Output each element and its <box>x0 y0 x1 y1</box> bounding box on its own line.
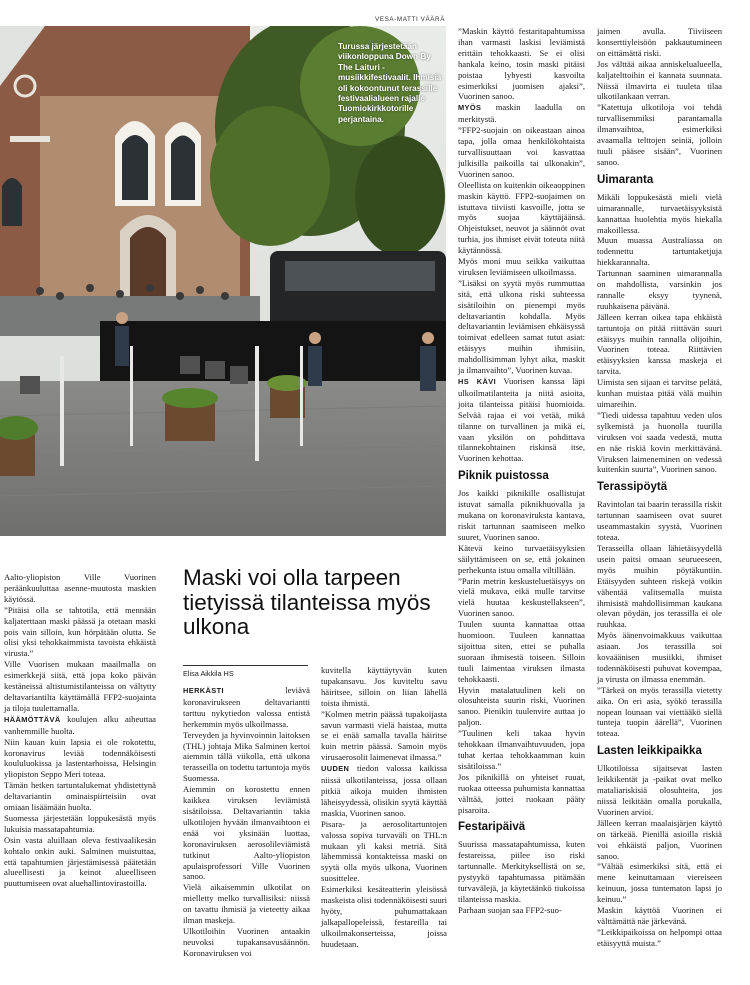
text-column-3 <box>321 665 447 950</box>
paragraph-text: Parhaan suojan saa FFP2-suo- <box>458 904 562 915</box>
body-paragraph <box>4 835 156 890</box>
body-paragraph <box>458 905 585 916</box>
photo-credit: VESA-MATTI VÄÄRÄ <box>374 16 445 23</box>
text-column-5 <box>597 26 722 949</box>
body-paragraph <box>321 884 447 949</box>
body-paragraph <box>183 730 310 785</box>
body-paragraph <box>597 861 722 905</box>
body-paragraph <box>458 180 585 256</box>
paragraph-text: tiedon valossa kaikissa niissä ulkotilanteissa, jossa ollaan pitkiä aikoja muiden ihmisten läheisyydessä, olisikin syytä käyttää maskia, Vuorinen sanoo. <box>321 763 447 818</box>
body-paragraph <box>458 488 585 543</box>
paragraph-text: Jos kaikki piknikille osallistujat istuvat samalla piknikhuovalla ja mukana on koronaviruksta kantava, riskit tartunnan saamiseen melko suuret, Vuorinen sanoo. <box>458 488 585 542</box>
paragraph-text: Ville Vuorisen mukaan maailmalla on esimerkkejä siitä, että jopa koko päivän kestäneissä altistumistilanteissa on vältytty deltavariantilta käyttämällä FFP2-suojainta ja tiloja tuulettamalla. <box>4 659 156 713</box>
paragraph-text: Tartunnan saaminen uimarannalla on mahdollista, varsinkin jos rannalle eksyy tyynenä, ruuhkaisena päivänä. <box>597 268 722 311</box>
article-headline: Maski voi olla tarpeen tietyissä tilanteissa myös ulkona <box>183 565 431 639</box>
paragraph-text: Niin kauan kuin lapsia ei ole rokotettu, koronavirus leviää todennäköisesti koululuokissa ja lastentarhoissa, Helsingin yliopiston Seppo Meri toteaa. <box>4 736 156 780</box>
body-paragraph <box>597 927 722 949</box>
body-paragraph <box>4 737 156 781</box>
body-paragraph <box>597 59 722 103</box>
body-paragraph <box>597 312 722 377</box>
body-paragraph <box>597 905 722 927</box>
body-paragraph <box>321 709 447 764</box>
paragraph-text: Muun muassa Australiassa on todennettu tartuntaketjuja hiekkarannalta. <box>597 235 722 268</box>
body-paragraph <box>458 772 585 816</box>
body-paragraph <box>4 659 156 714</box>
paragraph-text: Uimista sen sijaan ei tarvitse pelätä, kunhan muistaa pitää välä muihin uimareihin. <box>597 377 722 409</box>
paragraph-text: ”Parin metrin keskusteluetäisyys on vielä mukava, eikä mulle tarvitse vielä huutaa keskustellakseen”, Vuorinen sanoo. <box>458 575 585 619</box>
body-paragraph <box>597 630 722 685</box>
body-paragraph <box>597 192 722 236</box>
text-column-4 <box>458 26 585 916</box>
paragraph-text: Kätevä keino turvaetäisyyksien säilyttämiseen on se, että jokainen perhekunta istuu omalla viltillään. <box>458 542 585 575</box>
body-paragraph <box>458 26 585 102</box>
body-paragraph <box>458 685 585 729</box>
body-paragraph <box>597 818 722 862</box>
paragraph-text: Ulkotiloissa sijaitsevat lasten leikkikentät ja -paikat ovat melko mataliariskisiä olosuhteita, jos niissä leikitään omalla porukalla, Vuorinen arvioi. <box>597 763 722 817</box>
body-paragraph <box>597 377 722 410</box>
body-paragraph <box>458 278 585 376</box>
paragraph-text: Mikäli loppukesästä mieli vielä uimarannalle, turvaetäisyyksistä kannattaa huolehtia myös hiekalla makoillessa. <box>597 191 722 235</box>
text-column-2 <box>183 685 310 959</box>
paragraph-text: ”Tärkeä on myös terassilla vietetty aika. On eri asia, syökö terassilla nopean lounaan vai viettääkö siellä tunteja tuopin äärellä”, Vuorinen toteaa. <box>597 684 722 739</box>
paragraph-text: Vuorisen kanssa läpi ulkoilmatilanteita ja niitä asioita, joita tilanteissa pitäisi huomioida. Selvää rajaa ei voi vetää, mikä tilanne on turvallinen ja mikä ei, vaan yksilön on pohdittava tilannekohtainen riskinsä itse, Vuorinen kehottaa. <box>458 376 585 464</box>
body-paragraph <box>183 926 310 959</box>
paragraph-text: ”Tuulinen keli takaa hyvin tehokkaan ilmanvaihtuvuuden, jopa tuhat kertaa tehokkaamman kuin sisätiloissa.” <box>458 728 585 771</box>
paragraph-text: Aiemmin on korostettu ennen kaikkea viruksen leviämistä sisätiloissa. Deltavariantin takia ulkotilojen hyvään ilmanvaihtoon ei enää voi yksinään luottaa, koronaviruksen aerosolileviämistä tutkinut Aalto-yliopiston apulaisprofessori Ville Vuorinen sanoo. <box>183 784 310 882</box>
paragraph-text: ”Leikkipaikoissa on helpompi ottaa etäisyyttä muista.” <box>597 926 722 948</box>
body-paragraph <box>183 882 310 926</box>
paragraph-text: Vielä aikaisemmin ulkotilat on mielletty melko turvallisiksi: niissä on tavattu ihmisiä ja vieteetty aikaa ilman maskeja. <box>183 882 310 926</box>
paragraph-text: ”Kolmen metrin päässä tupakoijasta savun varmasti vielä haistaa, mutta se ei enää samalla tavalla häiritse kuin metrin päässä. Samoin myös virusaerosolit laimenevat ilmassa.” <box>321 708 447 763</box>
body-paragraph <box>458 376 585 464</box>
paragraph-text: Terveyden ja hyvinvoinnin laitoksen (THL) johtaja Mika Salminen kertoi aiemmin tällä viikolla, että ulkona terasseilla on todettu tartuntoja myös Suomessa. <box>183 729 310 784</box>
body-paragraph <box>321 819 447 884</box>
paragraph-lead: HERKÄSTI <box>183 686 224 695</box>
section-heading: Terassipöytä <box>597 481 668 494</box>
body-paragraph <box>597 685 722 740</box>
paragraph-text: leviävä koronavirukseen deltavariantti tarttuu nykytiedon valossa entistä herkemmin myös ulkoilmassa. <box>183 685 310 729</box>
body-paragraph <box>4 714 156 737</box>
paragraph-text: Suomessa järjestetään loppukesästä myös lukuisia massatapahtumia. <box>4 812 156 834</box>
paragraph-text: Jos piknikillä on yhteiset ruuat, ruokaa otteessa puhumista kannattaa välttää, jottei ruokaan pääty pisaroita. <box>458 771 585 815</box>
body-paragraph <box>597 499 722 543</box>
body-paragraph <box>4 780 156 813</box>
paragraph-text: Ravintolan tai baarin terassilla riskit tartunnan saamiseen ovat suuret useammastakin syystä, Vuorinen toteaa. <box>597 499 722 543</box>
body-paragraph <box>597 410 722 475</box>
paragraph-text: ”Lisäksi on syytä myös rummuttaa sitä, että ulkona riski suhteessa sisätiloihin on pienempi myös deltavariantin kohdalla. Myös deltavariantin leviämisen ehkäisyssä toimivat edelleen samat tutut asiat: etäisyys muihin ihmisiin, mahdollisimman lyhyt aika, maskit ja ilmanvaihto”, Vuorinen kuvaa. <box>458 277 585 376</box>
paragraph-text: jaimen avulla. Tiiviiseen konserttiyleisöön pakkautumineen on eittämättä riski. <box>597 26 722 58</box>
paragraph-lead: HÄÄMÖTTÄVÄ <box>4 714 61 724</box>
photo-caption: Turussa järjestetään viikonloppuna Down By The Laituri -musiikkifestivaalit. Ihmisiä oli kokoontunut terassille festivaalialueen rajalle Tuomiokirkkotorille perjantaina. <box>338 42 442 124</box>
body-paragraph <box>597 26 722 59</box>
paragraph-text: Aalto-yliopiston Ville Vuorinen peräänkuuluttaa asenne-muutosta maskien käytössä. <box>4 572 156 604</box>
body-paragraph <box>183 685 310 730</box>
body-paragraph <box>458 543 585 576</box>
paragraph-text: ”Tiedi uidessa tapahtuu veden ulos sylkemistä ja huonolla tuurilla viruksen voi saada vedestä, mutta en näe riskiä kovin merkittävänä. Viruksen laimeneminen on vedessä kuitenkin suurta”, Vuorinen sanoo. <box>597 409 722 475</box>
paragraph-text: Maskin käyttöä Vuorinen ei välttämättä näe järkevänä. <box>597 905 722 926</box>
paragraph-text: maskin laadulla on merkitystä. <box>458 102 585 125</box>
section-heading: Festaripäivä <box>458 821 526 834</box>
paragraph-lead: MYÖS <box>458 103 482 113</box>
paragraph-text: kuvitella käyttäytyvän kuten tupakansavu. Jos kuviteltu savu häiritsee, silloin on liian lähellä toista ihmistä. <box>321 665 447 708</box>
body-paragraph <box>597 235 722 268</box>
paragraph-text: Hyvin matalatuulinen keli on olosuhteista suurin riski, Vuorinen sanoo. Pienikin tuulenvire auttaa jo paljon. <box>458 684 585 728</box>
body-paragraph <box>597 268 722 312</box>
paragraph-lead: UUDEN <box>321 764 350 774</box>
paragraph-text: ”Pitäisi olla se tahtotila, että mennään kaljaterttaan maski päässä ja otetaan maski pois vain silloin, kun hörpätään olutta. Se olisi yksi tehokkaimmista tavoista ehkäistä virusta.” <box>4 604 156 659</box>
body-paragraph <box>4 572 156 605</box>
paragraph-text: Terasseilla ollaan lähietäisyydellä usein paitsi omaan seurueeseen, myös muihin pöytäkuntiin. Etäisyyden suhteen riskejä voikin vähentää valitsemalla muista ihmisistä mahdollisimman kaukana olevan pöydän, jos terassilla ei ole ruuhkaa. <box>597 542 722 630</box>
paragraph-text: ”Katettuja ulkotiloja voi tehdä turvallisemmiksi parantamalla ilmanvaihtoa, esimerkiksi avaamalla telttojen seiniä, jolloin tuuli pääsee sisään”, Vuorinen sanoo. <box>597 102 722 167</box>
body-paragraph <box>458 256 585 278</box>
paragraph-text: Myös äänenvoimakkuus vaikuttaa asiaan. Jos terassilla soi kovaäänisen musiikki, ihmiset todennäköisesti puhuvat kovempaa, ja virusta on ilmassa enemmän. <box>597 630 722 684</box>
paragraph-text: ”Vältää esimerkiksi sitä, että ei mene keinuttamaan viereiseen keinuun, jossa tuntematon lapsi jo keinuu.” <box>597 861 722 905</box>
body-paragraph <box>458 125 585 180</box>
article-byline: Elisa Aikkila HS <box>183 665 308 678</box>
paragraph-text: Esimerkiksi kesäteatterin yleisössä maskeista olisi todennäköisesti suuri hyöty, puhumattakaan jalkapallopeleissä, festareilla tai ulkoilmakonserteissa, joissa huudetaan. <box>321 884 447 949</box>
paragraph-text: Jälleen kerran oikea tapa ehkäistä tartuntoja on pitää riittävän suuri etäisyys muihin rannalla olijoihin, Vuorinen toteaa. Riittävien etäisyyksien kanssa maskeja ei tarvita. <box>597 311 722 377</box>
paragraph-text: ”FFP2-suojain on oikeastaan ainoa tapa, jolla omaa henkilökohtaista turvallisuuttaan voi kasvattaa julkisilla paikoilla tai ulkonakin”, Vuorinen sanoo. <box>458 125 585 179</box>
paragraph-text: Jälleen kerran maalaisjärjen käyttö on tärkeää. Pienillä asioilla riskiä voi ehkäistä paljon, Vuorinen sanoo. <box>597 817 722 861</box>
body-paragraph <box>597 102 722 167</box>
body-paragraph <box>458 576 585 620</box>
section-heading: Lasten leikkipaikka <box>597 745 702 758</box>
paragraph-text: Oleellista on kuitenkin oikeaoppinen maskin käyttö. FFP2-suojaimen on istuttava tiiviisti kasvoille, jotta se myös suojaa käyttäjäänsä. Ohjeistukset, neuvot ja säännöt ovat turhia, jos ihmiset eivät toteuta niitä käytännössä. <box>458 179 585 256</box>
paragraph-text: Jos välttää aikaa anniskelualueella, kaljatelttoihin ei kannata suunnata. Niissä ilmavirta ei tuuleta tilaa ulkotilankaan verran. <box>597 58 722 102</box>
body-paragraph <box>458 619 585 684</box>
body-paragraph <box>183 784 310 882</box>
body-paragraph <box>458 102 585 125</box>
body-paragraph <box>458 728 585 772</box>
body-paragraph <box>321 665 447 709</box>
body-paragraph <box>597 763 722 818</box>
paragraph-text: Myös moni muu seikka vaikuttaa viruksen leviämiseen ulkoilmassa. <box>458 256 585 277</box>
section-heading: Uimaranta <box>597 173 654 186</box>
body-paragraph <box>321 763 447 819</box>
body-paragraph <box>597 543 722 630</box>
body-paragraph <box>458 839 585 904</box>
paragraph-text: Osin vasta aluillaan oleva festivaalikesän kohtalo onkin auki. Salminen muistuttaa, että tapahtumien järjestämisessä päätetään alueellisesti ja keinot alueelliseen puuttumiseen ovat aluehallintovirastoilla. <box>4 834 156 889</box>
paragraph-text: Ulkotiloihin Vuorinen antaakin neuvoksi tupakansavusäännön. Koronaviruksen voi <box>183 925 310 958</box>
body-paragraph <box>4 605 156 660</box>
text-column-1 <box>4 572 156 889</box>
paragraph-text: Suurissa massatapahtumissa, kuten festareissa, piilee iso riski tartunnalle. Merkityksellistä on se, pystyykö tapahtumassa pitämään turvavälejä, ja käytetäänkö tiukoissa tilanteissa maskia. <box>458 839 585 904</box>
section-heading: Piknik puistossa <box>458 470 549 483</box>
paragraph-text: Tämän hetken tartuntalukemat yhdistettynä deltavariantin ominaispiirteisiin ovat omiaan lisäämään huolta. <box>4 780 156 813</box>
paragraph-text: Pisara- ja aerosolitartuntojen valossa sopiva turvaväli on THL:n mukaan yli kaksi metriä. Sitä lähemmissä kontakteissa maski on syytä olla myös ulkona, Vuorinen suosittelee. <box>321 818 447 884</box>
paragraph-text: koulujen alku aiheuttaa vanhemmille huolta. <box>4 713 156 736</box>
paragraph-lead: HS KÄVI <box>458 377 497 386</box>
paragraph-text: Tuulen suunta kannattaa ottaa huomioon. Tuuleen kannattaa sijoittua siten, ettei se puhalla suoraan ihmisestä toiseen. Silloin tuuli laimentaa viruksen ilmasta tehokkaasti. <box>458 619 585 684</box>
body-paragraph <box>4 813 156 835</box>
paragraph-text: ”Maskin käyttö festaritapahtumissa ihan varmasti laskisi leviämistä erittäin tehokkaasti. Se ei olisi hankala keino, tosin maski pitäisi poistaa lyhyesti kasvoilta esimerkiksi juomisen ajaksi”, Vuorinen sanoo. <box>458 26 585 102</box>
